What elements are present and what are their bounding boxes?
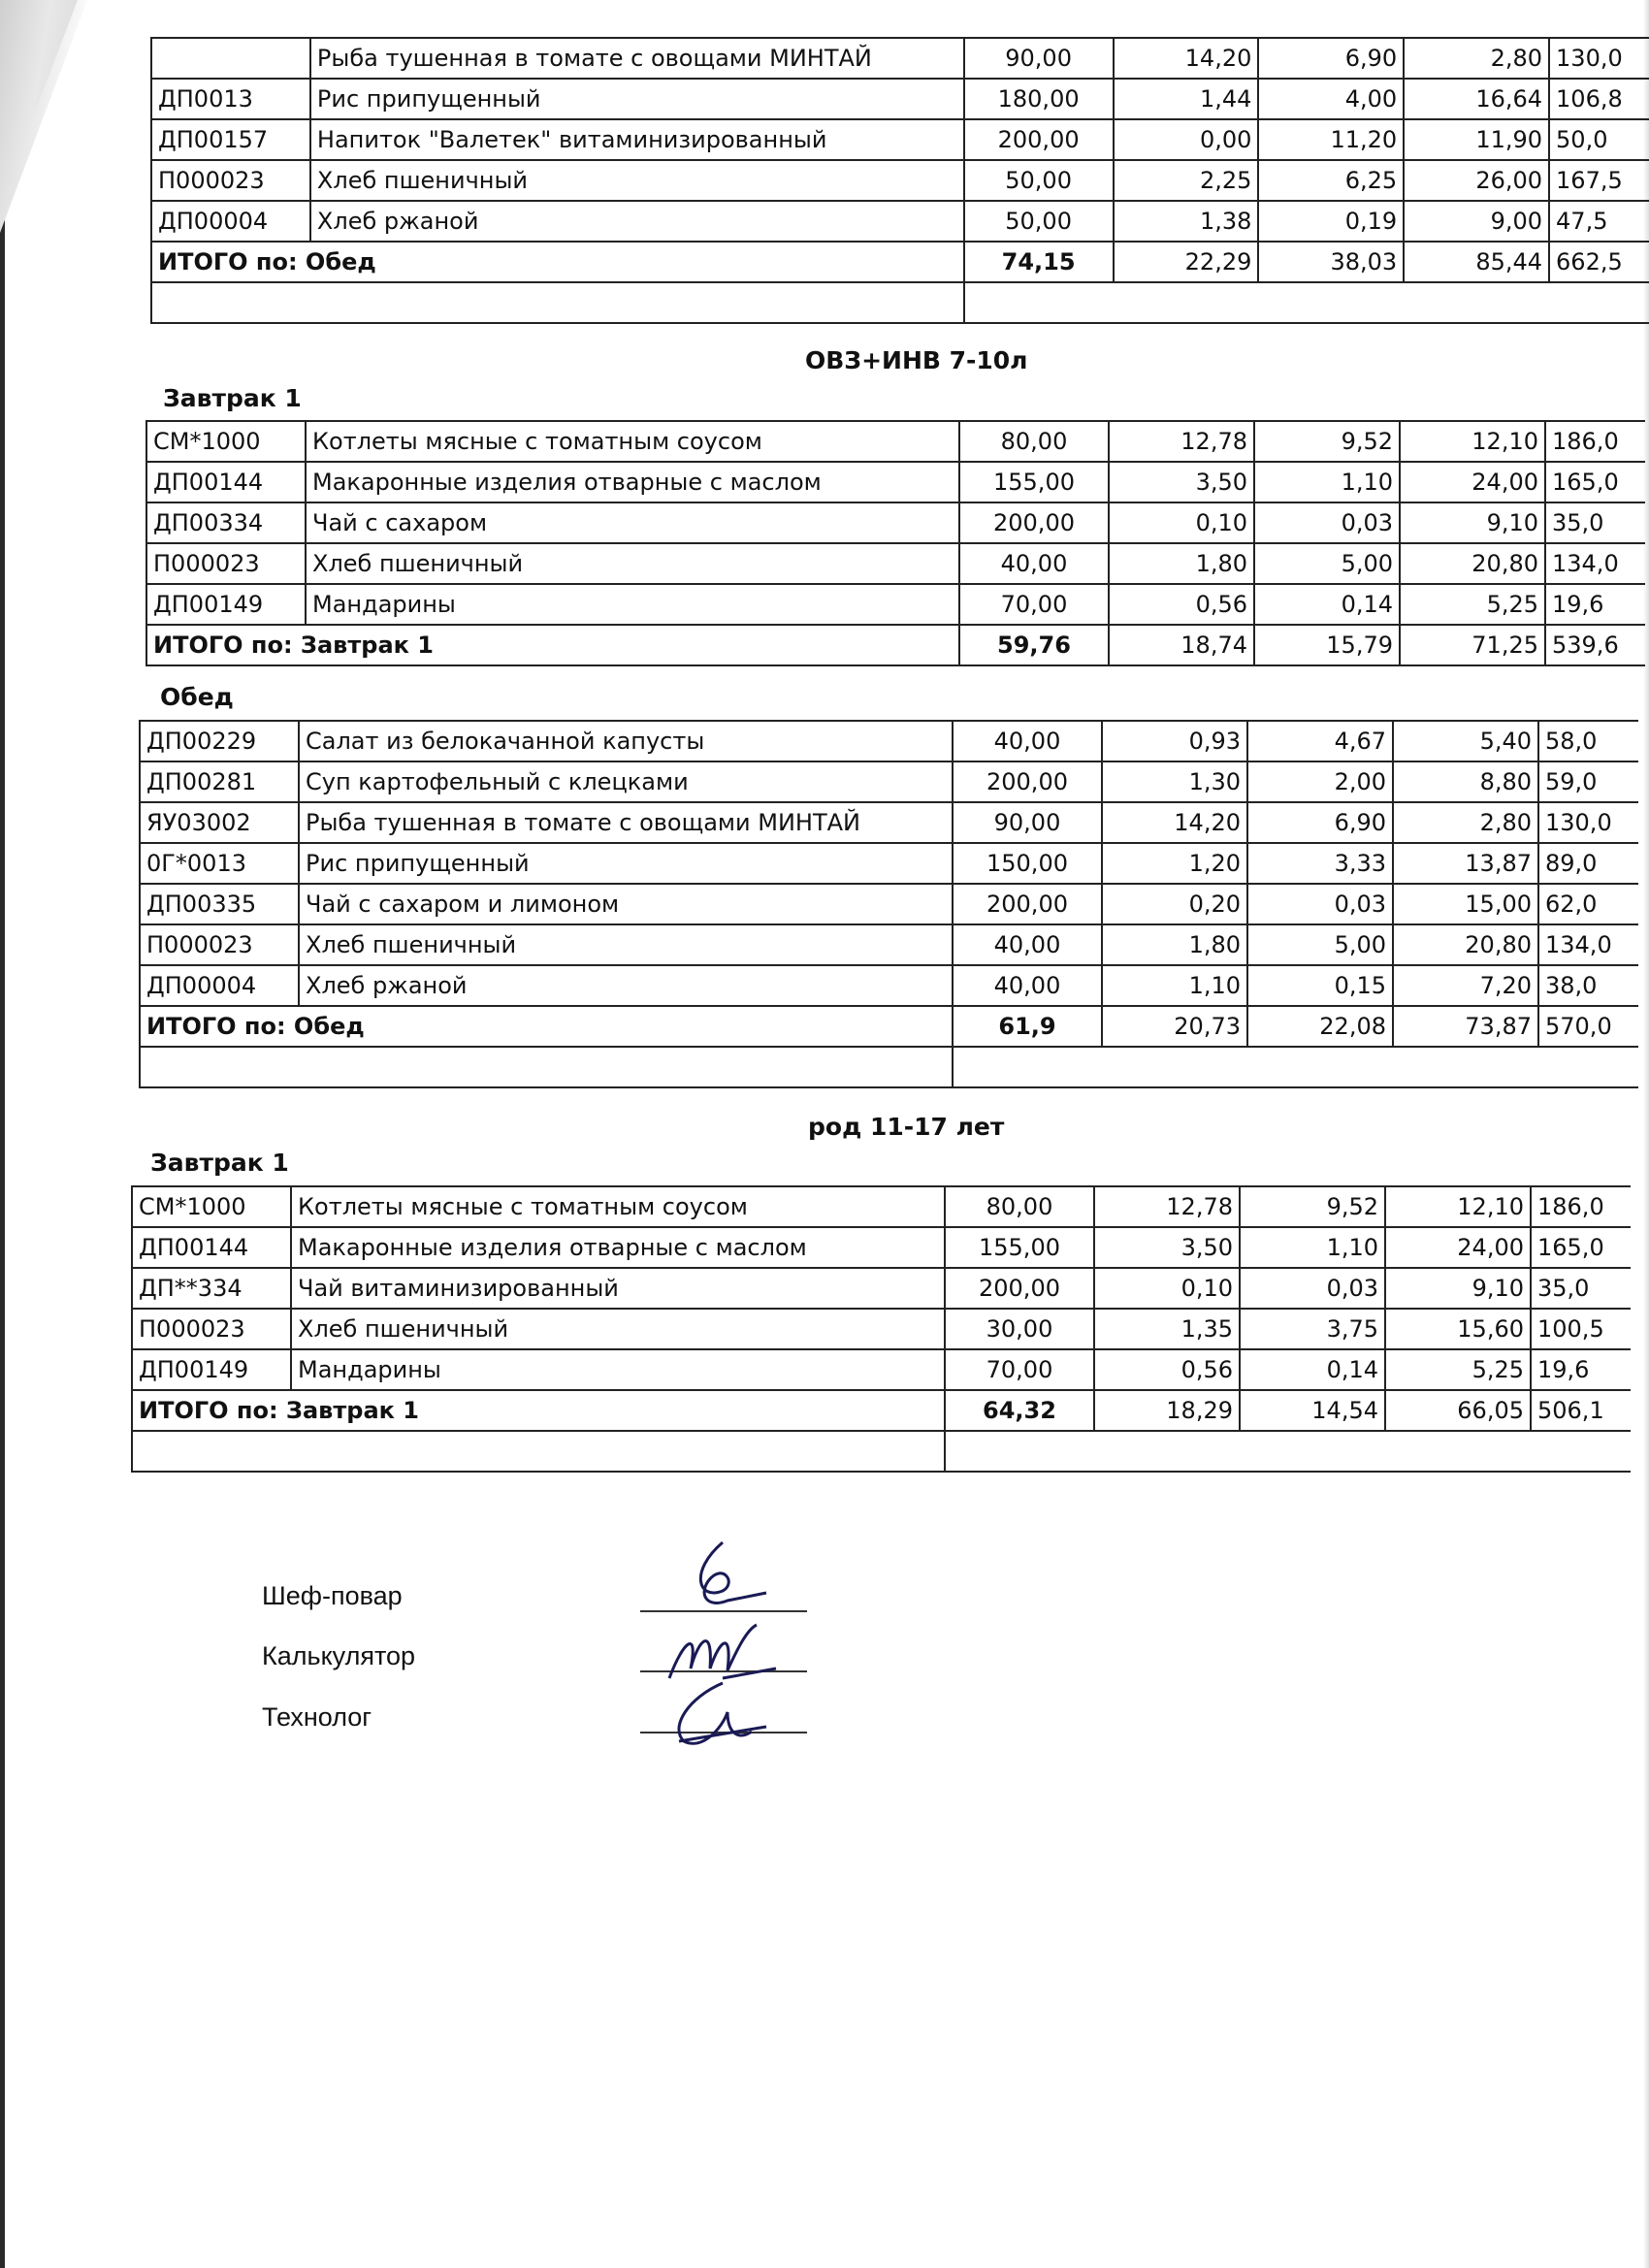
item-name: Чай с сахаром — [306, 502, 959, 543]
item-fat: 0,03 — [1247, 884, 1393, 924]
table-row — [140, 965, 1638, 1006]
item-kcal: 35,0 — [1531, 1268, 1631, 1309]
item-protein: 0,10 — [1094, 1268, 1240, 1309]
table-row — [146, 462, 1645, 502]
item-fat: 0,03 — [1240, 1268, 1385, 1309]
item-code — [151, 38, 310, 79]
item-code: ДП00229 — [140, 721, 299, 761]
item-carbs: 24,00 — [1400, 462, 1545, 502]
item-mass: 70,00 — [945, 1349, 1094, 1390]
meal-title-breakfast: Завтрак 1 — [150, 1149, 289, 1177]
item-kcal: 165,0 — [1531, 1227, 1631, 1268]
total-protein: 18,29 — [1094, 1390, 1240, 1431]
item-carbs: 2,80 — [1393, 802, 1538, 843]
item-protein: 0,56 — [1094, 1349, 1240, 1390]
item-code: ДП00334 — [146, 502, 306, 543]
table-row — [146, 584, 1645, 625]
item-kcal: 89,0 — [1538, 843, 1638, 884]
table-row — [132, 1186, 1631, 1227]
total-carbs: 66,05 — [1385, 1390, 1531, 1431]
calculator-label: Калькулятор — [262, 1641, 416, 1670]
technologist-label: Технолог — [262, 1702, 372, 1732]
total-label: ИТОГО по: Завтрак 1 — [132, 1390, 945, 1431]
total-fat: 14,54 — [1240, 1390, 1385, 1431]
item-kcal: 35,0 — [1545, 502, 1645, 543]
item-carbs: 12,10 — [1385, 1186, 1531, 1227]
total-carbs: 85,44 — [1404, 242, 1549, 282]
item-name: Рыба тушенная в томате с овощами МИНТАЙ — [310, 38, 964, 79]
item-fat: 3,33 — [1247, 843, 1393, 884]
item-name: Макаронные изделия отварные с маслом — [306, 462, 959, 502]
item-mass: 200,00 — [964, 119, 1114, 160]
item-protein: 3,50 — [1094, 1227, 1240, 1268]
item-protein: 1,80 — [1102, 924, 1247, 965]
item-code: ДП**334 — [132, 1268, 291, 1309]
item-fat: 9,52 — [1240, 1186, 1385, 1227]
item-fat: 11,20 — [1258, 119, 1404, 160]
handwritten-signatures — [630, 1533, 824, 1756]
item-carbs: 5,25 — [1385, 1349, 1531, 1390]
total-kcal: 662,5 — [1549, 242, 1649, 282]
total-kcal: 570,0 — [1538, 1006, 1638, 1047]
item-code: П000023 — [140, 924, 299, 965]
item-protein: 1,38 — [1114, 201, 1259, 242]
total-mass: 61,9 — [953, 1006, 1102, 1047]
total-mass: 59,76 — [959, 625, 1109, 665]
item-name: Макаронные изделия отварные с маслом — [291, 1227, 945, 1268]
item-protein: 2,25 — [1114, 160, 1259, 201]
item-protein: 1,80 — [1109, 543, 1254, 584]
item-mass: 50,00 — [964, 201, 1114, 242]
item-name: Котлеты мясные с томатным соусом — [306, 421, 959, 462]
item-mass: 40,00 — [959, 543, 1109, 584]
item-protein: 0,10 — [1109, 502, 1254, 543]
item-protein: 12,78 — [1094, 1186, 1240, 1227]
item-carbs: 26,00 — [1404, 160, 1549, 201]
item-fat: 5,00 — [1247, 924, 1393, 965]
item-code: СМ*1000 — [146, 421, 306, 462]
total-mass: 74,15 — [964, 242, 1114, 282]
item-fat: 0,14 — [1254, 584, 1400, 625]
item-protein: 14,20 — [1102, 802, 1247, 843]
total-carbs: 71,25 — [1400, 625, 1545, 665]
group-title: род 11-17 лет — [808, 1113, 1005, 1141]
item-fat: 0,19 — [1258, 201, 1404, 242]
item-name: Хлеб ржаной — [310, 201, 964, 242]
item-kcal: 100,5 — [1531, 1309, 1631, 1349]
scan-right-edge — [1643, 0, 1649, 2268]
total-row — [140, 1006, 1638, 1047]
item-fat: 6,90 — [1258, 38, 1404, 79]
meal-title-lunch: Обед — [160, 683, 234, 711]
item-protein: 14,20 — [1114, 38, 1259, 79]
table-row — [140, 884, 1638, 924]
item-protein: 0,56 — [1109, 584, 1254, 625]
item-kcal: 167,5 — [1549, 160, 1649, 201]
item-protein: 1,44 — [1114, 79, 1259, 119]
table-row — [151, 119, 1649, 160]
item-name: Мандарины — [306, 584, 959, 625]
item-mass: 40,00 — [953, 924, 1102, 965]
total-label: ИТОГО по: Обед — [151, 242, 964, 282]
item-kcal: 38,0 — [1538, 965, 1638, 1006]
item-name: Рыба тушенная в томате с овощами МИНТАЙ — [299, 802, 953, 843]
item-mass: 90,00 — [953, 802, 1102, 843]
item-mass: 70,00 — [959, 584, 1109, 625]
total-row — [146, 625, 1645, 665]
item-mass: 200,00 — [959, 502, 1109, 543]
item-kcal: 50,0 — [1549, 119, 1649, 160]
item-protein: 0,20 — [1102, 884, 1247, 924]
lunch-table-7-10 — [139, 720, 1638, 1088]
total-row — [151, 242, 1649, 282]
item-mass: 180,00 — [964, 79, 1114, 119]
total-label: ИТОГО по: Обед — [140, 1006, 953, 1047]
item-carbs: 13,87 — [1393, 843, 1538, 884]
item-carbs: 12,10 — [1400, 421, 1545, 462]
item-fat: 1,10 — [1254, 462, 1400, 502]
item-name: Напиток "Валетек" витаминизированный — [310, 119, 964, 160]
table-row — [140, 802, 1638, 843]
item-kcal: 186,0 — [1531, 1186, 1631, 1227]
item-carbs: 20,80 — [1400, 543, 1545, 584]
item-kcal: 165,0 — [1545, 462, 1645, 502]
total-protein: 22,29 — [1114, 242, 1259, 282]
item-carbs: 8,80 — [1393, 761, 1538, 802]
item-protein: 12,78 — [1109, 421, 1254, 462]
item-fat: 0,15 — [1247, 965, 1393, 1006]
item-fat: 6,90 — [1247, 802, 1393, 843]
total-mass: 64,32 — [945, 1390, 1094, 1431]
item-code: ДП00149 — [146, 584, 306, 625]
item-name: Хлеб ржаной — [299, 965, 953, 1006]
total-fat: 22,08 — [1247, 1006, 1393, 1047]
item-mass: 90,00 — [964, 38, 1114, 79]
item-mass: 200,00 — [953, 761, 1102, 802]
table-row — [151, 79, 1649, 119]
item-kcal: 58,0 — [1538, 721, 1638, 761]
group-title: ОВЗ+ИНВ 7-10л — [805, 346, 1028, 374]
item-name: Суп картофельный с клецками — [299, 761, 953, 802]
table-row — [151, 201, 1649, 242]
item-mass: 40,00 — [953, 965, 1102, 1006]
item-code: 0Г*0013 — [140, 843, 299, 884]
table-row — [132, 1227, 1631, 1268]
item-mass: 155,00 — [959, 462, 1109, 502]
total-label: ИТОГО по: Завтрак 1 — [146, 625, 959, 665]
empty-row — [132, 1431, 1631, 1472]
item-protein: 0,93 — [1102, 721, 1247, 761]
item-mass: 80,00 — [959, 421, 1109, 462]
item-mass: 155,00 — [945, 1227, 1094, 1268]
item-carbs: 16,64 — [1404, 79, 1549, 119]
item-mass: 50,00 — [964, 160, 1114, 201]
item-fat: 5,00 — [1254, 543, 1400, 584]
item-carbs: 9,00 — [1404, 201, 1549, 242]
item-carbs: 9,10 — [1400, 502, 1545, 543]
table-row — [151, 160, 1649, 201]
item-mass: 80,00 — [945, 1186, 1094, 1227]
item-fat: 6,25 — [1258, 160, 1404, 201]
breakfast-table-7-10 — [146, 420, 1645, 666]
item-kcal: 130,0 — [1549, 38, 1649, 79]
item-fat: 0,14 — [1240, 1349, 1385, 1390]
lunch-table-continued — [150, 37, 1649, 324]
empty-row — [151, 282, 1649, 323]
table-row — [140, 843, 1638, 884]
item-code: ДП00157 — [151, 119, 310, 160]
item-kcal: 186,0 — [1545, 421, 1645, 462]
table-row — [146, 421, 1645, 462]
item-code: П000023 — [146, 543, 306, 584]
item-kcal: 47,5 — [1549, 201, 1649, 242]
item-name: Хлеб пшеничный — [299, 924, 953, 965]
item-protein: 1,10 — [1102, 965, 1247, 1006]
item-kcal: 62,0 — [1538, 884, 1638, 924]
breakfast-table-11-17 — [131, 1185, 1631, 1473]
item-protein: 1,20 — [1102, 843, 1247, 884]
total-protein: 20,73 — [1102, 1006, 1247, 1047]
total-fat: 15,79 — [1254, 625, 1400, 665]
item-fat: 1,10 — [1240, 1227, 1385, 1268]
item-fat: 4,00 — [1258, 79, 1404, 119]
table-row — [140, 924, 1638, 965]
item-protein: 1,30 — [1102, 761, 1247, 802]
table-row — [151, 38, 1649, 79]
item-name: Хлеб пшеничный — [310, 160, 964, 201]
item-mass: 200,00 — [953, 884, 1102, 924]
item-code: П000023 — [132, 1309, 291, 1349]
item-code: П000023 — [151, 160, 310, 201]
item-mass: 150,00 — [953, 843, 1102, 884]
item-code: ДП00004 — [140, 965, 299, 1006]
item-carbs: 9,10 — [1385, 1268, 1531, 1309]
item-carbs: 24,00 — [1385, 1227, 1531, 1268]
item-carbs: 2,80 — [1404, 38, 1549, 79]
table-row — [132, 1309, 1631, 1349]
item-carbs: 11,90 — [1404, 119, 1549, 160]
item-code: ДП00004 — [151, 201, 310, 242]
item-mass: 40,00 — [953, 721, 1102, 761]
table-row — [132, 1268, 1631, 1309]
item-name: Котлеты мясные с томатным соусом — [291, 1186, 945, 1227]
item-name: Чай витаминизированный — [291, 1268, 945, 1309]
item-kcal: 59,0 — [1538, 761, 1638, 802]
item-protein: 3,50 — [1109, 462, 1254, 502]
table-row — [140, 761, 1638, 802]
total-kcal: 539,6 — [1545, 625, 1645, 665]
item-carbs: 20,80 — [1393, 924, 1538, 965]
item-carbs: 7,20 — [1393, 965, 1538, 1006]
item-code: ДП00281 — [140, 761, 299, 802]
item-fat: 3,75 — [1240, 1309, 1385, 1349]
item-code: ЯУ03002 — [140, 802, 299, 843]
scan-left-edge — [0, 0, 5, 2268]
meal-title-breakfast: Завтрак 1 — [163, 384, 302, 412]
table-row — [146, 543, 1645, 584]
item-kcal: 106,8 — [1549, 79, 1649, 119]
item-code: ДП00149 — [132, 1349, 291, 1390]
item-carbs: 15,00 — [1393, 884, 1538, 924]
item-name: Чай с сахаром и лимоном — [299, 884, 953, 924]
item-protein: 0,00 — [1114, 119, 1259, 160]
item-mass: 200,00 — [945, 1268, 1094, 1309]
total-kcal: 506,1 — [1531, 1390, 1631, 1431]
total-row — [132, 1390, 1631, 1431]
item-code: СМ*1000 — [132, 1186, 291, 1227]
item-code: ДП00144 — [146, 462, 306, 502]
empty-row — [140, 1047, 1638, 1087]
total-protein: 18,74 — [1109, 625, 1254, 665]
item-kcal: 134,0 — [1545, 543, 1645, 584]
item-code: ДП0013 — [151, 79, 310, 119]
item-kcal: 19,6 — [1531, 1349, 1631, 1390]
total-fat: 38,03 — [1258, 242, 1404, 282]
chef-label: Шеф-повар — [262, 1581, 403, 1610]
total-carbs: 73,87 — [1393, 1006, 1538, 1047]
item-code: ДП00144 — [132, 1227, 291, 1268]
item-code: ДП00335 — [140, 884, 299, 924]
table-row — [132, 1349, 1631, 1390]
item-name: Хлеб пшеничный — [291, 1309, 945, 1349]
item-name: Мандарины — [291, 1349, 945, 1390]
item-fat: 4,67 — [1247, 721, 1393, 761]
table-row — [140, 721, 1638, 761]
item-fat: 2,00 — [1247, 761, 1393, 802]
item-name: Рис припущенный — [299, 843, 953, 884]
item-name: Салат из белокачанной капусты — [299, 721, 953, 761]
item-kcal: 130,0 — [1538, 802, 1638, 843]
item-carbs: 5,40 — [1393, 721, 1538, 761]
item-kcal: 134,0 — [1538, 924, 1638, 965]
table-row — [146, 502, 1645, 543]
item-fat: 0,03 — [1254, 502, 1400, 543]
item-mass: 30,00 — [945, 1309, 1094, 1349]
item-name: Рис припущенный — [310, 79, 964, 119]
item-carbs: 15,60 — [1385, 1309, 1531, 1349]
item-protein: 1,35 — [1094, 1309, 1240, 1349]
item-name: Хлеб пшеничный — [306, 543, 959, 584]
item-kcal: 19,6 — [1545, 584, 1645, 625]
item-carbs: 5,25 — [1400, 584, 1545, 625]
item-fat: 9,52 — [1254, 421, 1400, 462]
